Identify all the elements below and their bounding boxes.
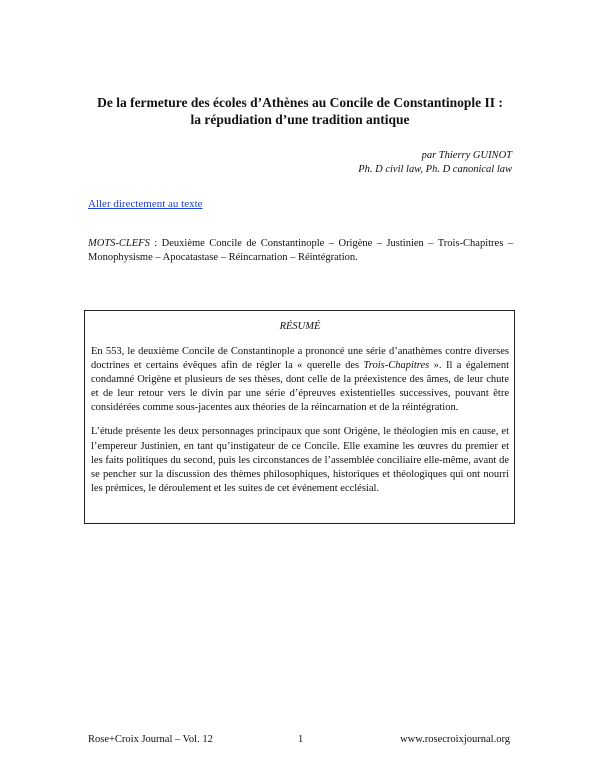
footer-page-number: 1 (298, 734, 304, 745)
keywords-block (88, 237, 513, 265)
abstract-p1-start: En 553, le deuxième Concile de Constantinople a prononcé une série d’anathèmes contre diverses doctrines et certains évêques afin de régler la « querelle des (91, 346, 509, 372)
keywords-label: MOTS-CLEFS (88, 238, 150, 249)
abstract-heading: RÉSUMÉ (279, 321, 321, 332)
title-line-2: la répudiation d’une tradition antique (190, 112, 410, 127)
abstract-box (84, 310, 515, 524)
abstract-p1-italic: Trois-Chapitres (363, 360, 430, 372)
footer-journal: Rose+Croix Journal – Vol. 12 (88, 734, 213, 745)
abstract-paragraph-1 (91, 345, 509, 415)
skip-to-text-link[interactable]: Aller directement au texte (88, 198, 203, 210)
abstract-paragraph-2: L’étude présente les deux personnages principaux que sont Origène, le théologien mis en cause, et l’empereur Justinien, en tant qu’instigateur de ce Concile. Elle examine les œuvres du premier et les faits politiques du second, puis les circonstances de l’assemblée conciliaire elle-même, avant de se pencher sur la discussion des thèmes philosophiques, historiques et théologiques qui ont nourri les prémices, le déroulement et les suites de cet événement ecclésial. (91, 426, 509, 494)
author-name: par Thierry GUINOT (421, 150, 512, 161)
abstract-p1-end: ». Il a également condamné Origène et plusieurs de ses thèses, dont celle de la préexistence des âmes, de leur chute et de leur retour vers le divin par une série d’épreuves existentielles successives, pouvant être considérées comme sous-jacentes aux théories de la réincarnation et de la réintégration. (91, 360, 509, 414)
author-block (358, 149, 512, 177)
author-credentials: Ph. D civil law, Ph. D canonical law (358, 164, 512, 175)
document-title (60, 94, 540, 128)
keywords-text: : Deuxième Concile de Constantinople – Origène – Justinien – Trois-Chapitres – Monophysisme – Apocatastase – Réincarnation – Réintégration. (88, 238, 513, 263)
footer-website: www.rosecroixjournal.org (400, 734, 510, 745)
title-line-1: De la fermeture des écoles d’Athènes au Concile de Constantinople II : (97, 95, 503, 110)
